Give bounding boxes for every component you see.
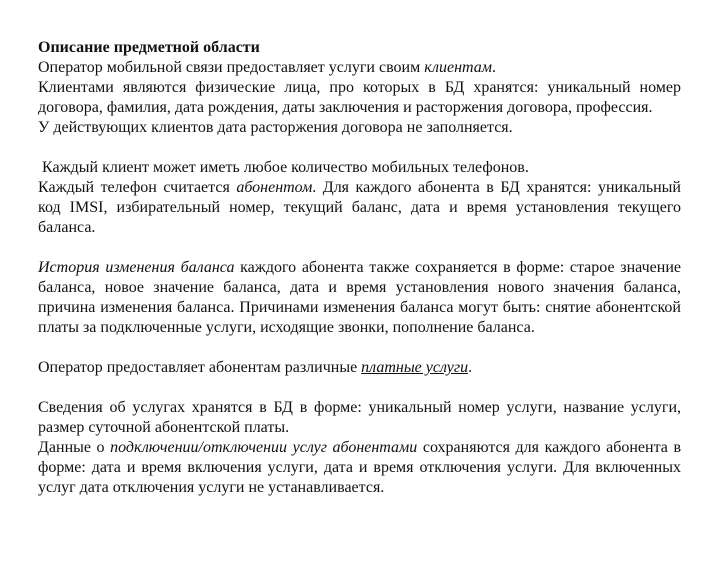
text-segment: Клиентами являются физические лица, про которых в БД хранятся: уникальный номер xyxy=(38,79,681,96)
text-line xyxy=(38,438,681,458)
document-heading: Описание предметной области xyxy=(38,39,260,56)
text-line xyxy=(38,398,681,418)
text-segment: У действующих клиентов дата расторжения договора не заполняется. xyxy=(38,119,513,136)
paragraph xyxy=(38,258,681,338)
paragraph xyxy=(38,398,681,498)
text-segment: баланса. xyxy=(38,219,96,236)
text-line xyxy=(38,178,681,198)
text-line xyxy=(38,58,681,78)
emphasized-term: клиентам xyxy=(424,59,492,76)
text-segment: сохраняются для каждого абонента в xyxy=(417,439,682,456)
text-line xyxy=(38,258,681,278)
text-segment: причина изменения баланса. Причинами изменения баланса могут быть: снятие абонентской xyxy=(38,299,681,316)
paragraph xyxy=(38,158,681,238)
text-segment: . xyxy=(468,359,473,376)
text-segment: форме: дата и время включения услуги, дата и время отключения услуги. Для включенных xyxy=(38,459,681,476)
emphasized-term: платные услуги xyxy=(361,359,469,376)
paragraph-spacer xyxy=(38,338,681,358)
text-line xyxy=(38,358,681,378)
document-page xyxy=(38,38,681,498)
paragraph xyxy=(38,58,681,138)
text-segment: . xyxy=(492,59,496,76)
paragraph-spacer xyxy=(38,238,681,258)
text-segment: Оператор предоставляет абонентам различные xyxy=(38,359,362,376)
text-segment: Оператор мобильной связи предоставляет услуги своим xyxy=(38,59,425,76)
text-line xyxy=(38,458,681,478)
paragraph-spacer xyxy=(38,138,681,158)
text-segment: договора, фамилия, дата рождения, даты заключения и расторжения договора, профессия. xyxy=(38,99,653,116)
text-segment: услуг дата отключения услуги не устанавливается. xyxy=(38,479,385,496)
text-segment: платы за подключенные услуги, исходящие звонки, пополнение баланса. xyxy=(38,319,535,336)
text-segment: Каждый телефон считается xyxy=(38,179,237,196)
paragraph xyxy=(38,358,681,378)
text-segment: Каждый клиент может иметь любое количество мобильных телефонов. xyxy=(38,159,529,176)
emphasized-term: абонентом xyxy=(236,179,313,196)
text-line xyxy=(38,318,681,338)
text-segment: каждого абонента также сохраняется в форме: старое значение xyxy=(234,259,681,276)
text-line xyxy=(38,478,681,498)
paragraph-spacer xyxy=(38,378,681,398)
text-segment: Сведения об услугах хранятся в БД в форме: уникальный номер услуги, название услуги, xyxy=(38,399,681,416)
text-segment: код IMSI, избирательный номер, текущий баланс, дата и время установления текущего xyxy=(38,199,681,216)
text-line xyxy=(38,78,681,98)
text-segment: . Для каждого абонента в БД хранятся: уникальный xyxy=(312,179,681,196)
text-line xyxy=(38,198,681,218)
text-line xyxy=(38,158,681,178)
text-line xyxy=(38,278,681,298)
text-line xyxy=(38,218,681,238)
text-segment: баланса, новое значение баланса, дата и время установления нового значения баланса, xyxy=(38,279,681,296)
emphasized-term: История изменения баланса xyxy=(38,259,235,276)
emphasized-term: подключении/отключении услуг абонентами xyxy=(110,439,418,456)
document-body xyxy=(38,58,681,498)
text-line xyxy=(38,98,681,118)
text-line xyxy=(38,118,681,138)
text-line xyxy=(38,418,681,438)
text-line xyxy=(38,298,681,318)
text-segment: Данные о xyxy=(38,439,111,456)
text-segment: размер суточной абонентской платы. xyxy=(38,419,290,436)
